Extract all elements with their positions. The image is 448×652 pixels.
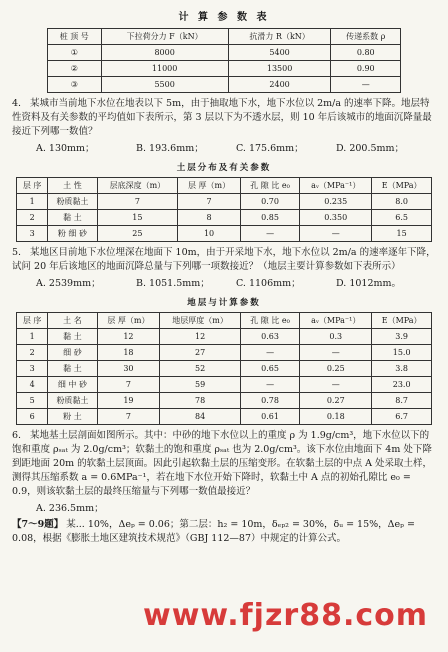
table-cell: 27 (160, 345, 241, 361)
table-cell: 23.0 (372, 377, 432, 393)
table-header: 层 厚（m） (178, 178, 241, 194)
table-row (17, 361, 432, 377)
option-c: C. 175.6mm； (236, 143, 304, 154)
question-7-9 (12, 518, 436, 546)
table-cell: 30 (97, 361, 160, 377)
parameter-table (47, 28, 401, 93)
table-cell: 0.70 (240, 194, 299, 210)
table-header: 孔 隙 比 e₀ (240, 178, 299, 194)
table-header: aᵥ（MPa⁻¹） (300, 178, 372, 194)
table-cell: 78 (160, 393, 241, 409)
table-header: 传递系数 ρ (331, 29, 401, 45)
table-cell: 6 (17, 409, 48, 425)
table-cell: 3.9 (372, 329, 432, 345)
option-c: C. 1106mm； (236, 278, 301, 289)
table-header: 土 性 (48, 178, 97, 194)
soil-layer-table (16, 177, 432, 242)
table-header: 下拉荷分力 F（kN） (101, 29, 228, 45)
table-cell: 6.7 (372, 409, 432, 425)
question-text: 某城市当前地下水位在地表以下 5m，由于抽取地下水，地下水位以 2m/a 的速率下降。地层特性资料及有关参数的平均值如下表所示，第 3 层以下为不透水层，则 10 年后该城市的地面沉降量最接近下列哪一数值？ (12, 98, 432, 137)
table-cell: 15.0 (372, 345, 432, 361)
table-cell: 6.5 (372, 210, 432, 226)
table-cell: 0.90 (331, 61, 401, 77)
table3-title: 地层与计算参数 (187, 298, 261, 308)
table-cell: 0.61 (240, 409, 299, 425)
table-row (17, 377, 432, 393)
table-cell: 8.0 (372, 194, 432, 210)
option-b: B. 1051.5mm； (136, 278, 210, 289)
table-cell: 0.3 (300, 329, 372, 345)
table-cell: 0.25 (300, 361, 372, 377)
option-d: D. 1012mm。 (336, 278, 402, 289)
table-cell: — (300, 226, 372, 242)
table-cell: 13500 (228, 61, 331, 77)
question-4 (12, 97, 436, 139)
table-header: E（MPa） (372, 313, 432, 329)
table-cell: 3 (17, 226, 48, 242)
table-cell: 2400 (228, 77, 331, 93)
table-cell: 细 中 砂 (48, 377, 97, 393)
table-cell: 10 (178, 226, 241, 242)
question-6 (12, 429, 436, 499)
table-cell: 0.78 (240, 393, 299, 409)
question-5 (12, 246, 436, 274)
table-cell: 59 (160, 377, 241, 393)
table-cell: 0.350 (300, 210, 372, 226)
table-row (17, 345, 432, 361)
table-cell: 15 (97, 210, 178, 226)
table2-title: 土层分布及有关参数 (176, 163, 272, 173)
table-cell: 2 (17, 345, 48, 361)
table-header: 桩 顶 号 (48, 29, 102, 45)
table-header: 孔 隙 比 e₀ (240, 313, 299, 329)
table-cell: 5500 (101, 77, 228, 93)
table-cell: 12 (97, 329, 160, 345)
table-header: E（MPa） (372, 178, 432, 194)
table-cell: ② (48, 61, 102, 77)
table-cell: 15 (372, 226, 432, 242)
table-row (17, 194, 432, 210)
question-4-options (36, 140, 436, 154)
table-cell: 84 (160, 409, 241, 425)
table-cell: 3 (17, 361, 48, 377)
question-text: 某... 10%，Δeₚ = 0.06；第二层：h₂ = 10m，δₑₚ₂ = 30%，δᵤ = 15%，Δeₚ = 0.08，根据《膨胀土地区建筑技术规范》（GBJ 112—87）中规定的计算公式。 (12, 519, 415, 544)
table-cell: 细 砂 (48, 345, 97, 361)
table-header-row (48, 29, 401, 45)
question-5-options (36, 275, 436, 289)
table-cell: 粉 细 砂 (48, 226, 97, 242)
table-cell: 7 (178, 194, 241, 210)
table-cell: 0.235 (300, 194, 372, 210)
table-cell: 7 (97, 194, 178, 210)
table-cell: 黏 土 (48, 361, 97, 377)
table-cell: 5 (17, 393, 48, 409)
table1-title: 计 算 参 数 表 (178, 12, 270, 23)
table-cell: 8000 (101, 45, 228, 61)
option-a: A. 130mm； (36, 143, 95, 154)
table-cell: 0.65 (240, 361, 299, 377)
table-cell: 5400 (228, 45, 331, 61)
question-group-label: 【7～9题】 (12, 519, 64, 530)
option-d: D. 200.5mm； (336, 143, 405, 154)
table-cell: 7 (97, 409, 160, 425)
table-header: 土 名 (48, 313, 97, 329)
option-a: A. 236.5mm； (36, 503, 104, 514)
table-cell: 1 (17, 329, 48, 345)
table-cell: — (240, 345, 299, 361)
table-cell: ① (48, 45, 102, 61)
table-row (17, 226, 432, 242)
table-cell: — (300, 345, 372, 361)
question-text: 某地区目前地下水位埋深在地面下 10m，由于开采地下水，地下水位以 2m/a 的速率逐年下降，试问 20 年后该地区的地面沉降总量与下列哪一项数接近？（地层主要计算参数如下表所示） (12, 247, 436, 272)
table-cell: 18 (97, 345, 160, 361)
table-cell: 7 (97, 377, 160, 393)
question-number: 6. (12, 430, 22, 441)
table-cell: 粉 土 (48, 409, 97, 425)
table-row (48, 45, 401, 61)
table-cell: 8 (178, 210, 241, 226)
table-header: 层 序 (17, 178, 48, 194)
table-cell: 11000 (101, 61, 228, 77)
table-cell: — (300, 377, 372, 393)
table-cell: 0.27 (300, 393, 372, 409)
table-cell: — (331, 77, 401, 93)
table-row (17, 409, 432, 425)
table-cell: 19 (97, 393, 160, 409)
table-cell: 0.18 (300, 409, 372, 425)
table-header: aᵥ（MPa⁻¹） (300, 313, 372, 329)
table-cell: 4 (17, 377, 48, 393)
strata-table (16, 312, 432, 425)
table-cell: 12 (160, 329, 241, 345)
table-cell: 黏 土 (48, 329, 97, 345)
table-header-row (17, 313, 432, 329)
table-cell: ③ (48, 77, 102, 93)
table-row (17, 329, 432, 345)
table-header-row (17, 178, 432, 194)
question-number: 5. (12, 247, 22, 258)
table-cell: 25 (97, 226, 178, 242)
question-text: 某地基土层剖面如图所示。其中：中砂的地下水位以上的重度 ρ 为 1.9g/cm³，地下水位以下的饱和重度 ρₛₐₜ 为 2.0g/cm³；软黏土的饱和重度 ρₛₐₜ 也为 2.0g/cm³。该下水位由地面下 4m 处下降到距地面 20m 的软黏土层顶面。因此引起软黏土层的压缩变形。在软黏土层的中点 A 处采取土样，测得其压缩系数 a = 0.6MPa⁻¹，若在地下水位开始下降时，软黏土中 A 点的初始孔隙比 e₀ = 0.9，则该软黏土层的最终压缩量与下列哪一数值最接近？ (12, 430, 433, 497)
table-cell: 1 (17, 194, 48, 210)
table-cell: — (240, 226, 299, 242)
table-cell: 0.85 (240, 210, 299, 226)
table-header: 层底深度（m） (97, 178, 178, 194)
table-row (48, 61, 401, 77)
table-header: 地层厚度（m） (160, 313, 241, 329)
table-cell: — (240, 377, 299, 393)
table-cell: 黏 土 (48, 210, 97, 226)
table-row (17, 393, 432, 409)
question-number: 4. (12, 98, 22, 109)
option-b: B. 193.6mm； (136, 143, 204, 154)
table-cell: 52 (160, 361, 241, 377)
table-header: 层 厚（m） (97, 313, 160, 329)
watermark: www.fjzr88.com (142, 598, 428, 633)
table-header: 层 序 (17, 313, 48, 329)
option-a: A. 2539mm； (36, 278, 101, 289)
table-cell: 0.63 (240, 329, 299, 345)
table-cell: 8.7 (372, 393, 432, 409)
table-cell: 2 (17, 210, 48, 226)
question-6-options (36, 500, 436, 514)
table-row (17, 210, 432, 226)
table-cell: 粉质黏土 (48, 194, 97, 210)
table-header: 抗滑力 R（kN） (228, 29, 331, 45)
table-cell: 0.80 (331, 45, 401, 61)
table-cell: 3.8 (372, 361, 432, 377)
table-row (48, 77, 401, 93)
table-cell: 粉质黏土 (48, 393, 97, 409)
